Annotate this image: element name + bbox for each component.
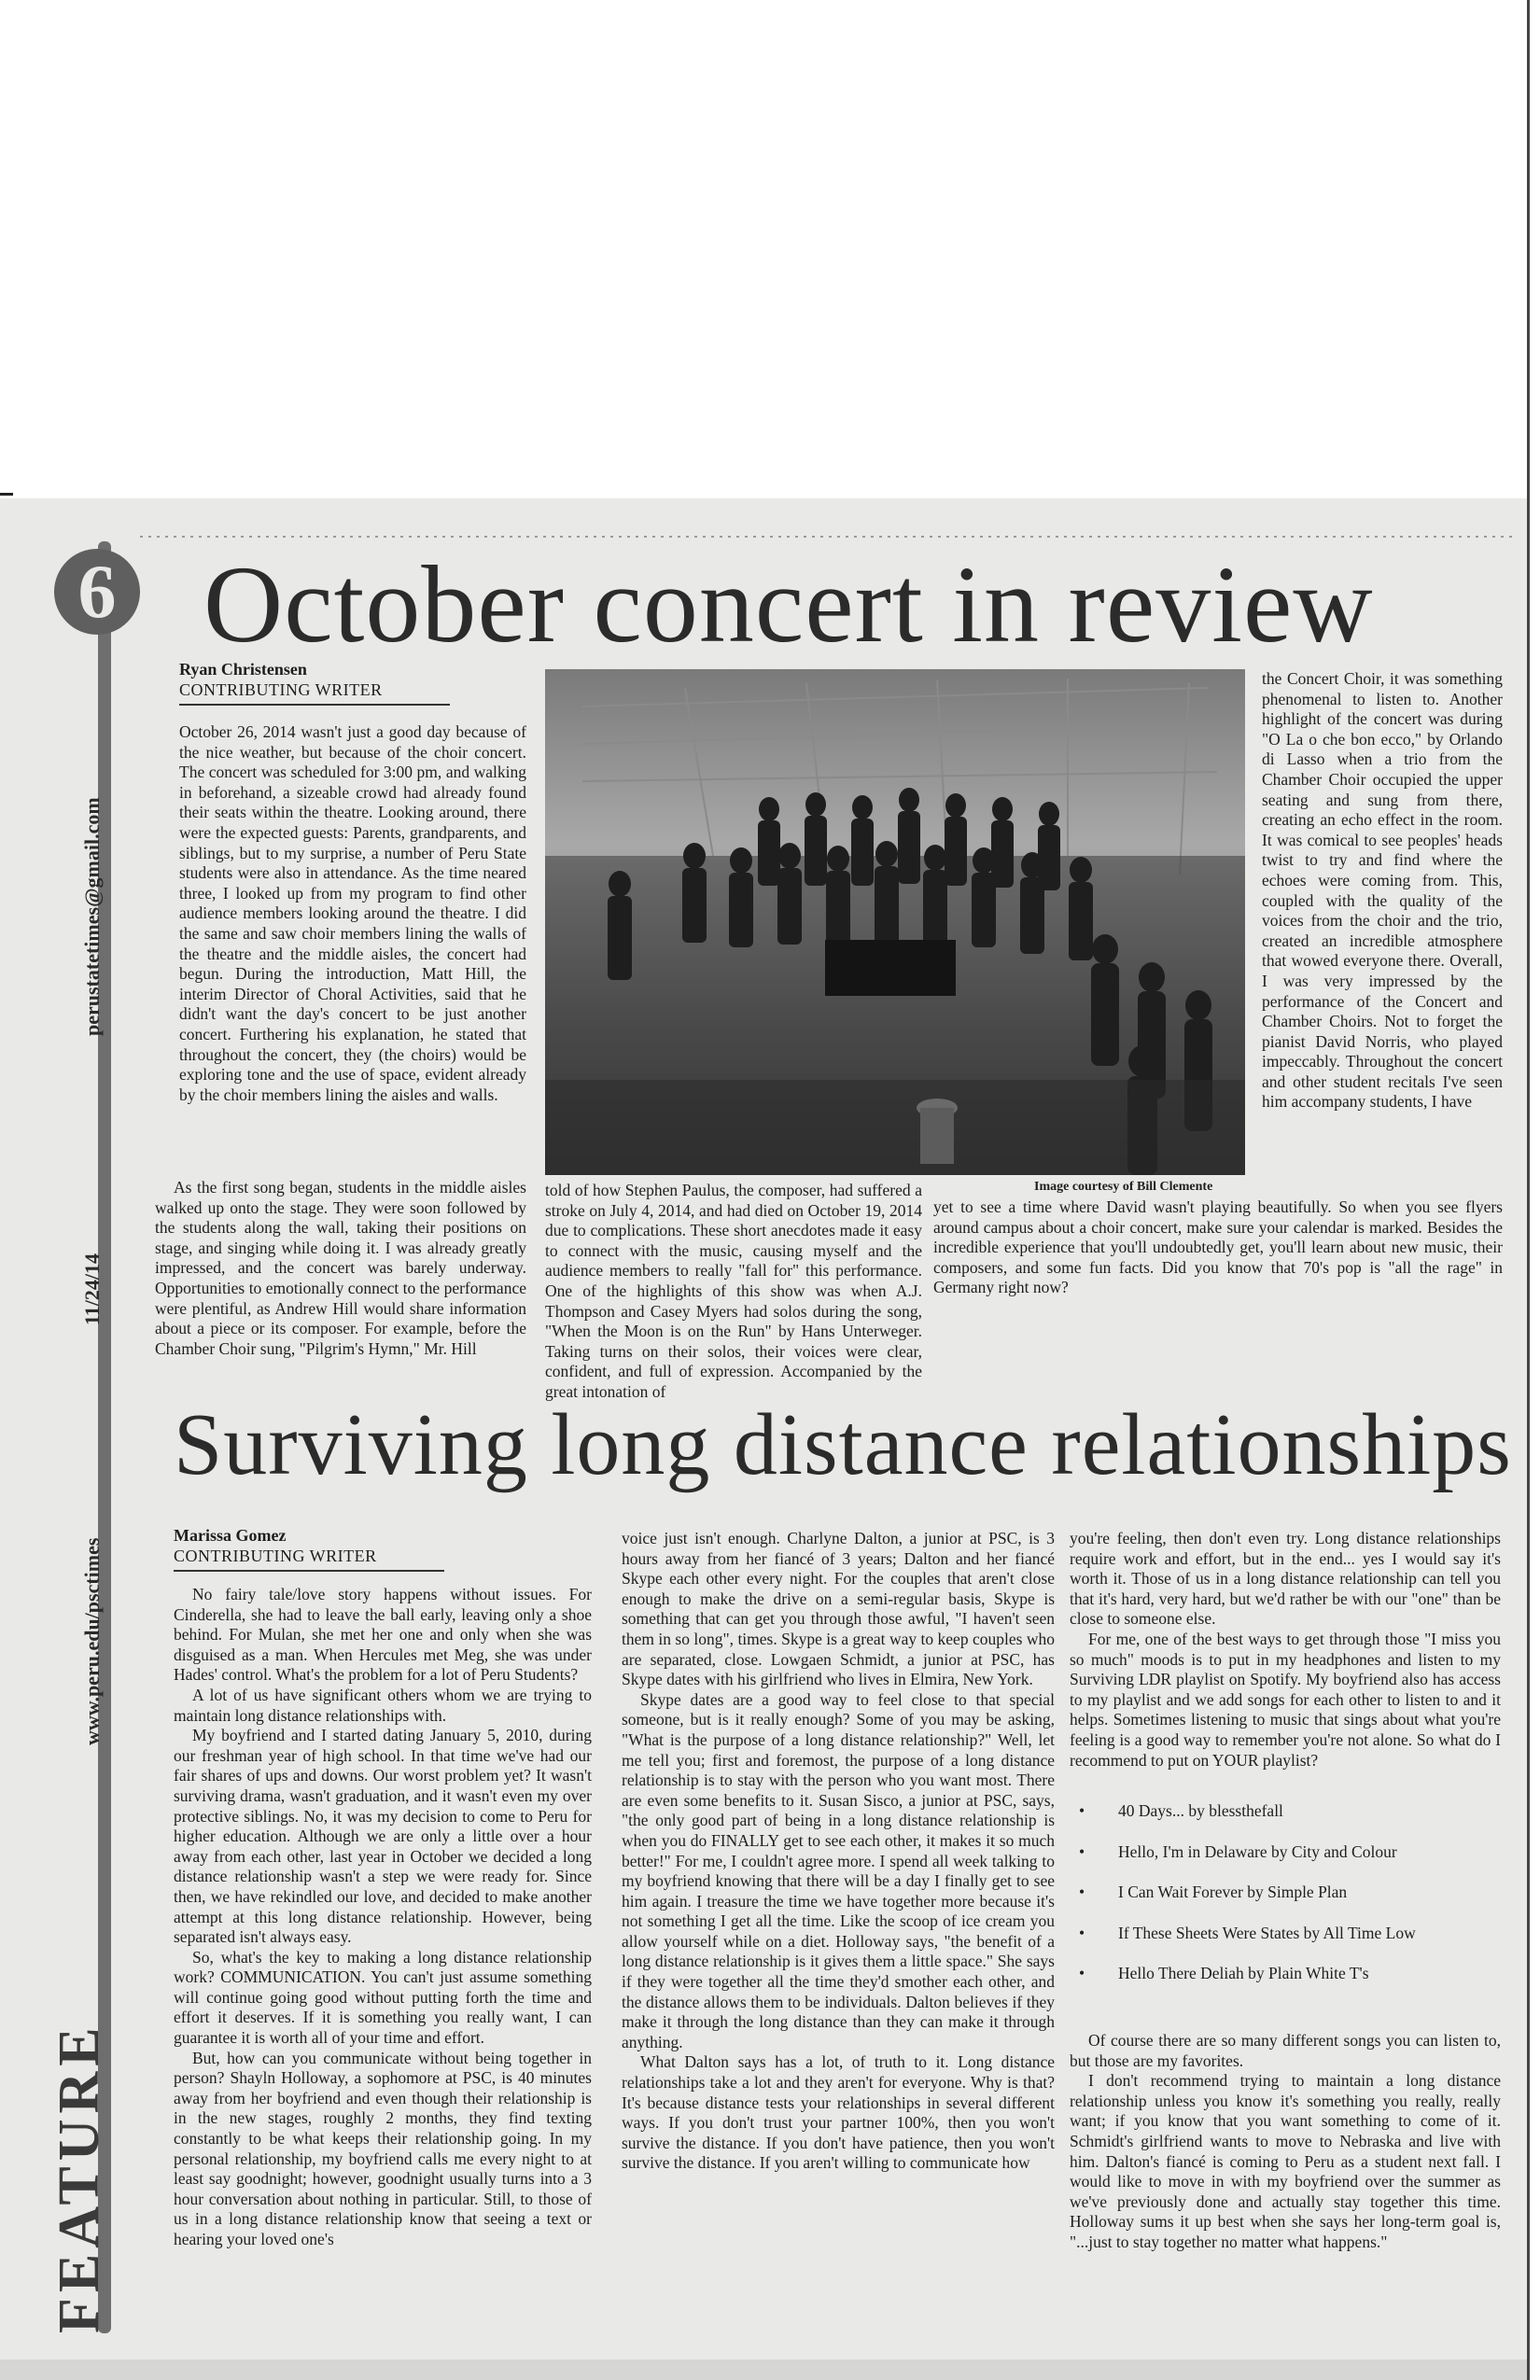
byline-rule <box>179 704 450 706</box>
song-item: • If These Sheets Were States by All Time Low <box>1070 1924 1501 1944</box>
page-bottom-edge <box>0 2359 1527 2380</box>
article2-headline: Surviving long distance relationships <box>174 1396 1512 1493</box>
section-label: FEATURE <box>48 2022 111 2333</box>
photo-caption: Image courtesy of Bill Clemente <box>1034 1180 1213 1194</box>
sidebar-date: 11/24/14 <box>80 1253 104 1325</box>
article2-column-2 <box>622 1529 1055 2174</box>
article2-column-3 <box>1070 1529 1501 1771</box>
article2-column-1 <box>174 1585 592 2250</box>
article1-column-1b <box>155 1178 526 1359</box>
article1-column-3 <box>1262 669 1503 1113</box>
article1-column-3b <box>933 1197 1503 1298</box>
song-item: • Hello There Deliah by Plain White T's <box>1070 1964 1501 1984</box>
article1-byline <box>179 659 450 706</box>
song-item: • I Can Wait Forever by Simple Plan <box>1070 1883 1501 1903</box>
article1-role: CONTRIBUTING WRITER <box>179 680 383 699</box>
article2-paragraph: voice just isn't enough. Charlyne Dalton, a junior at PSC, is 3 hours away from her fiancé of 3 years; Dalton and her fiancé Skype each other every night. For the couples that aren't close enough to make the drive on a semi-regular basis, Skype is something that can get you through those awful, "I haven't seen them in so long", times. Skype is a great way to keep couples who are separated, close. Lowgaen Schmidt, a junior at PSC, has Skype dates with his girlfriend who lives in Elmira, New York. <box>622 1529 1055 1689</box>
dotted-header-rule <box>140 536 1512 538</box>
article2-column-3b <box>1070 2031 1501 2253</box>
article2-paragraph: A lot of us have significant others whom we are trying to maintain long distance relationships with. <box>174 1685 592 1725</box>
article1-paragraph: yet to see a time where David wasn't playing beautifully. So when you see flyers around campus about a choir concert, make sure your calendar is marked. Besides the incredible experience that you'll undoubtedly get, you'll learn about new music, their composers, and some fun facts. Did you know that 70's pop is "all the rage" in Germany right now? <box>933 1197 1503 1297</box>
song-item: • Hello, I'm in Delaware by City and Colour <box>1070 1842 1501 1863</box>
article2-paragraph: My boyfriend and I started dating January 5, 2010, during our freshman year of high school. In that time we've had our fair shares of ups and downs. Our worst problem yet? It wasn't surviving drama, wasn't graduation, and it wasn't even my over protective siblings. No, it was my decision to come to Peru for higher education. Although we are only a little over a hour away from each other, last year in October we decided a long distance relationship wasn't a step we were ready for. Since then, we have rekindled our love, and decided to make another attempt at this long distance relationship. However, being separated isn't always easy. <box>174 1726 592 1947</box>
scan-edge-rule <box>1527 0 1530 2380</box>
sidebar-website: www.peru.edu/psctimes <box>80 1537 104 1745</box>
article1-column-2 <box>545 1181 922 1403</box>
song-item: • 40 Days... by blessthefall <box>1070 1801 1501 1822</box>
article1-paragraph: the Concert Choir, it was something phenomenal to listen to. Another highlight of the concert was during "O La o che bon ecco," by Orlando di Lasso when a trio from the Chamber Choir occupied the upper seating and sung from there, creating an echo effect in the room. It was comical to see peoples' heads twist to try and find where the echoes were coming from. This, coupled with the quality of the voices from the choir and the trio, created an incredible atmosphere that wowed everyone there. Overall, I was very impressed by the performance of the Concert and Chamber Choirs. Not to forget the pianist David Norris, who played impeccably. Throughout the concert and other student recitals I've seen him accompany students, I have <box>1262 669 1503 1112</box>
song-list <box>1070 1801 1501 2005</box>
article2-paragraph: But, how can you communicate without being together in person? Shayln Holloway, a sophomore at PSC, is 40 minutes away from her boyfriend and even though their relationship is in the new stages, roughly 2 months, they find texting constantly to be what keeps their relationship going. In my personal relationship, my boyfriend calls me every night to at least say goodnight; however, goodnight usually turns into a 3 hour conversation about nothing in particular. Still, to those of us in a long distance relationship know that seeing a text or hearing your loved one's <box>174 2048 592 2248</box>
scan-margin-tick <box>0 493 13 496</box>
article2-author: Marissa Gomez <box>174 1526 287 1545</box>
choir-photo <box>545 669 1245 1175</box>
article2-paragraph: No fairy tale/love story happens without issues. For Cinderella, she had to leave the ball early, leaving only a shoe behind. For Mulan, she met her one and only when she was disguised as a man. When Hercules met Meg, she was under Hades' control. What's the problem for a lot of Peru Students? <box>174 1585 592 1685</box>
article1-column-1 <box>179 722 526 1105</box>
byline-rule <box>174 1570 444 1572</box>
article2-paragraph: Skype dates are a good way to feel close to that special someone, but is it really enough? Some of you may be asking, "What is the purpose of a long distance relationship?" Well, let me tell you; first and foremost, the purpose of a long distance relationship is to stay with the person who you want most. There are even some benefits to it. Susan Sisco, a junior at PSC, says, "the only good part of being in a long distance relationship is when you do FINALLY get to see each other, it makes it so much better!" For me, I couldn't agree more. I spend all week talking to my boyfriend knowing that there will be a day I finally get to see him again. I treasure the time we have together more because it's not something I get all the time. Like the scoop of ice cream you allow yourself while on a diet. Holloway says, "the benefit of a long distance relationship is it gives them a little space." She says if they were together all the time they'd smother each other, and the distance allows them to be individuals. Dalton believes if they make it through the long distance than they can make it through anything. <box>622 1689 1055 2051</box>
article2-paragraph: you're feeling, then don't even try. Long distance relationships require work and effort, but in the end... yes I would say it's worth it. Those of us in a long distance relationship can tell you that it's hard, very hard, but we'd rather be with our "one" than be close to someone else. <box>1070 1529 1501 1629</box>
article2-paragraph: Of course there are so many different songs you can listen to, but those are my favorites. <box>1070 2031 1501 2070</box>
page-number: 6 <box>54 549 140 635</box>
article1-paragraph: told of how Stephen Paulus, the composer, had suffered a stroke on July 4, 2014, and had died on October 19, 2014 due to complications. These short anecdotes made it easy to connect with the music, causing myself and the audience members to really "fall for" this performance. One of the highlights of this show was when A.J. Thompson and Casey Myers had solos during the song, "When the Moon is on the Run" by Hans Unterweger. Taking turns on their solos, their voices were clear, confident, and full of expression. Accompanied by the great intonation of <box>545 1181 922 1401</box>
article2-paragraph: For me, one of the best ways to get through those "I miss you so much" moods is to put in my headphones and listen to my Surviving LDR playlist on Spotify. My boyfriend also has access to my playlist and we add songs for each other to listen to and it helps. Sometimes listening to music that sings about what you're feeling is a good way to remember you're not alone. So what do I recommend to put on YOUR playlist? <box>1070 1629 1501 1770</box>
article2-role: CONTRIBUTING WRITER <box>174 1547 377 1565</box>
article2-paragraph: What Dalton says has a lot, of truth to it. Long distance relationships take a lot and they aren't for everyone. Why is that? It's because distance tests your relationships in several different ways. If you don't trust your partner 100%, then you won't survive the distance. If you don't have patience, then you won't survive the distance. If you aren't willing to communicate how <box>622 2052 1055 2173</box>
article2-paragraph: I don't recommend trying to maintain a long distance relationship unless you know it's something you really, really want; if you know that you want something to come of it. Schmidt's girlfriend wants to move to Nebraska and live with him. Dalton's fiancé is coming to Peru as a student next fall. I would like to move in with my boyfriend over the summer as we've previously done and actually stay together this time. Holloway sums it up best when she says her long-term goal is, "...just to stay together no matter what happens." <box>1070 2071 1501 2251</box>
article2-byline <box>174 1525 444 1572</box>
article1-paragraph: October 26, 2014 wasn't just a good day because of the nice weather, but because of the choir concert. The concert was scheduled for 3:00 pm, and walking in beforehand, a sizeable crowd had already found their seats within the theatre. Looking around, there were the expected guests: Parents, grandparents, and siblings, but to my surprise, a number of Peru State students were also in attendance. As the time neared three, I looked up from my program to find other audience members looking around the theatre. I did the same and saw choir members lining the walls of the theatre and the middle aisles, the concert had begun. During the introduction, Matt Hill, the interim Director of Choral Activities, said that he didn't want the day's concert to be just another concert. Furthering his explanation, he stated that throughout the concert, they (the choirs) would be exploring tone and the use of space, evident already by the choir members lining the aisles and walls. <box>179 722 526 1104</box>
article1-paragraph: As the first song began, students in the middle aisles walked up onto the stage. They were soon followed by the students along the wall, taking their positions on stage, and singing while doing it. I was already greatly impressed, and the concert was barely underway. Opportunities to emotionally connect to the performance were plentiful, as Andrew Hill would share information about a piece or its composer. For example, before the Chamber Choir sung, "Pilgrim's Hymn," Mr. Hill <box>155 1178 526 1358</box>
article1-headline: October concert in review <box>203 543 1374 665</box>
article1-author: Ryan Christensen <box>179 660 307 679</box>
article2-paragraph: So, what's the key to making a long distance relationship work? COMMUNICATION. You can't just assume something will continue going good without putting forth the time and effort it deserves. If it is something you really want, I can guarantee it is worth all of your time and effort. <box>174 1947 592 2048</box>
choir-photo-image <box>545 669 1245 1175</box>
sidebar-email: perustatetimes@gmail.com <box>80 797 104 1036</box>
